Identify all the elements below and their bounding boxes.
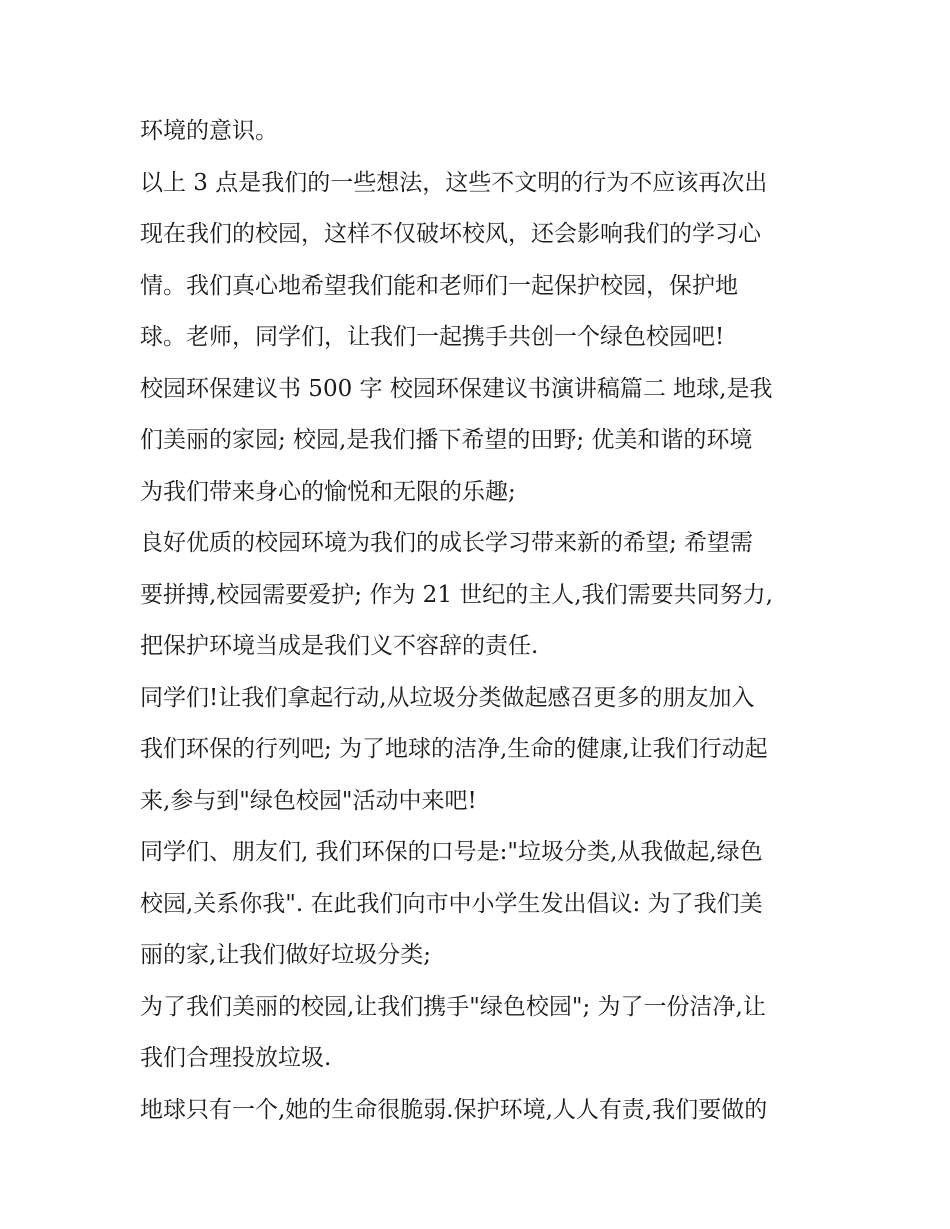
- text-line: 我们环保的行列吧; 为了地球的洁净,生命的健康,让我们行动起: [140, 736, 768, 762]
- text-line: 要拼搏,校园需要爱护; 作为 21 世纪的主人,我们需要共同努力,: [140, 581, 773, 608]
- text-line: 为我们带来身心的愉悦和无限的乐趣;: [140, 478, 516, 505]
- text-line: 把保护环境当成是我们义不容辞的责任.: [140, 633, 539, 659]
- text-line: 情。我们真心地希望我们能和老师们一起保护校园，保护地: [140, 272, 738, 299]
- text-line: 我们合理投放垃圾.: [140, 1045, 332, 1071]
- text-line: 环境的意识。: [140, 118, 278, 144]
- text-line: 丽的家,让我们做好垃圾分类;: [140, 942, 432, 968]
- text-line: 来,参与到"绿色校园"活动中来吧!: [140, 787, 477, 814]
- text-line: 球。老师，同学们，让我们一起携手共创一个绿色校园吧!: [140, 324, 725, 350]
- text-line: 校园,关系你我". 在此我们向市中小学生发出倡议: 为了我们美: [140, 890, 763, 917]
- text-line: 同学们!让我们拿起行动,从垃圾分类做起感召更多的朋友加入: [140, 684, 755, 711]
- text-line: 同学们、朋友们, 我们环保的口号是:"垃圾分类,从我做起,绿色: [140, 839, 763, 865]
- text-line: 校园环保建议书 500 字 校园环保建议书演讲稿篇二 地球,是我: [140, 375, 773, 402]
- text-line: 为了我们美丽的校园,让我们携手"绿色校园"; 为了一份洁净,让: [140, 993, 766, 1020]
- text-line: 现在我们的校园，这样不仅破坏校风，还会影响我们的学习心: [140, 221, 761, 247]
- text-line: 以上 3 点是我们的一些想法，这些不文明的行为不应该再次出: [140, 169, 768, 196]
- text-line: 们美丽的家园; 校园,是我们播下希望的田野; 优美和谐的环境: [140, 427, 753, 453]
- document-body: [140, 106, 830, 1136]
- text-line: 良好优质的校园环境为我们的成长学习带来新的希望; 希望需: [140, 530, 754, 556]
- text-line: 地球只有一个,她的生命很脆弱.保护环境,人人有责,我们要做的: [140, 1096, 768, 1123]
